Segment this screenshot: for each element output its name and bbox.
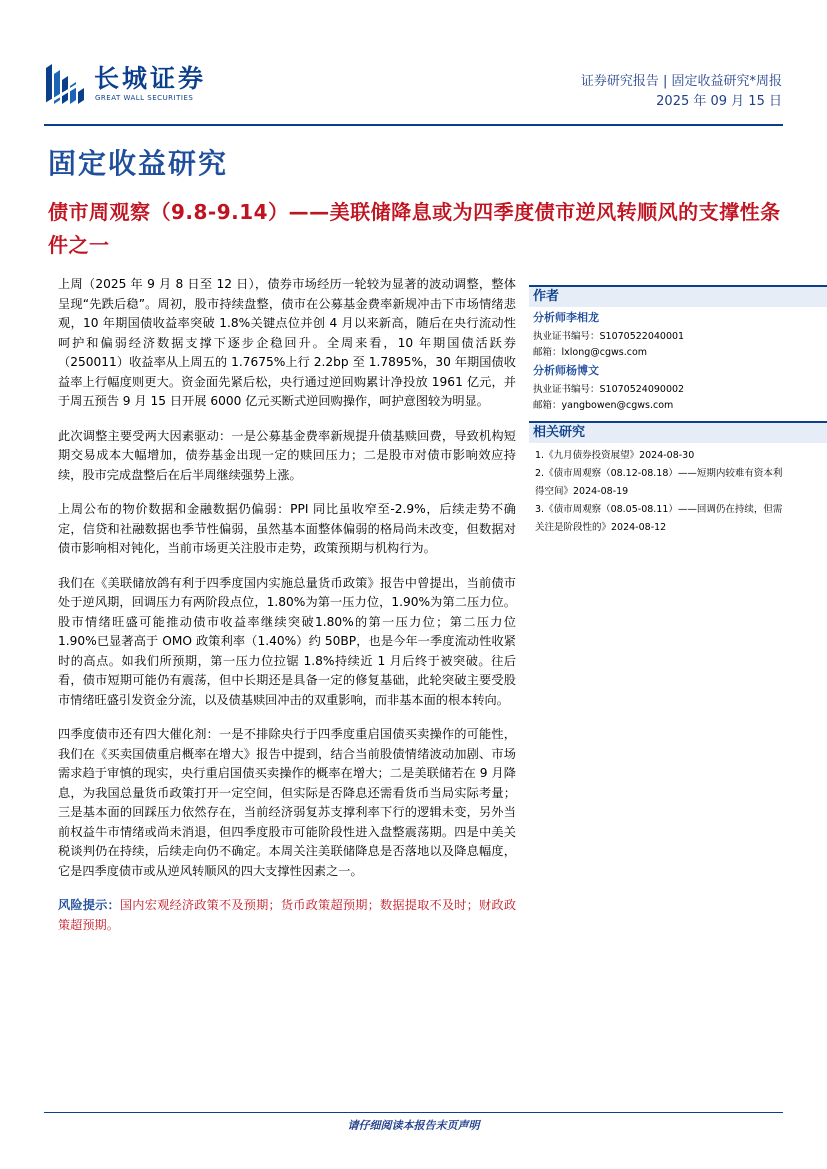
- company-logo: [44, 62, 219, 108]
- report-title: 债市周观察（9.8-9.14）——美联储降息或为四季度债市逆风转顺风的支撑性条件之一: [48, 200, 781, 257]
- body-paragraph: 四季度债市还有四大催化剂：一是不排除央行于四季度重启国债买卖操作的可能性，我们在《买卖国债重启概率在增大》报告中提到，结合当前股债情绪波动加剧、市场需求趋于审慎的现实，央行重启国债买卖操作的概率在增大；二是美联储若在 9 月降息，为我国总量货币政策打开一定空间，但实际是否降息还需看货币当局实际考量；三是基本面的回踩压力依然存在，当前经济弱复苏支撑利率下行的逻辑未变，另外当前权益牛市情绪或尚未消退，但四季度股市可能阶段性进入盘整震荡期。四是中美关税谈判仍在持续，后续走向仍不确定。本周关注美联储降息是否落地以及降息幅度，它是四季度债市或从逆风转顺风的四大支撑性因素之一。: [58, 727, 516, 878]
- related-research-list: [529, 443, 827, 543]
- related-research-item: 1.《九月债券投资展望》2024-08-30: [535, 450, 695, 461]
- body-paragraph: 上周公布的物价数据和金融数据仍偏弱：PPI 同比虽收窄至-2.9%，后续走势不确定，信贷和社融数据也季节性偏弱，虽然基本面整体偏弱的格局尚未改变，但数据对债市影响相对钝化，当前市场更关注股市走势，政策预期与机构行为。: [58, 502, 516, 555]
- section-title: 固定收益研究: [48, 147, 229, 180]
- author-license: 执业证书编号：S1070522040001: [533, 331, 685, 342]
- report-date: 2025 年 09 月 15 日: [656, 94, 782, 109]
- author-email[interactable]: 邮箱：lxlong@cgws.com: [533, 347, 648, 358]
- body-paragraph: 上周（2025 年 9 月 8 日至 12 日），债券市场经历一轮较为显著的波动调整，整体呈现“先跌后稳”。周初，股市持续盘整，债市在公募基金费率新规冲击下市场情绪悲观，10 年期国债收益率突破 1.8%关键点位并创 4 月以来新高，随后在央行流动性呵护和偏弱经济数据支撑下逐步企稳回升。全周来看，10 年期国债活跃券（250011）收益率从上周五的 1.7675%上行 2.2bp 至 1.7895%，30 年期国债收益率上行幅度则更大。资金面先紧后松，央行通过逆回购累计净投放 1961 亿元，并于周五预告 9 月 15 日开展 6000 亿元买断式逆回购操作，呵护意图较为明显。: [58, 277, 516, 408]
- risk-label: 风险提示：: [58, 898, 120, 912]
- author-name: 分析师李相龙: [533, 311, 599, 324]
- author-license: 执业证书编号：S1070524090002: [533, 384, 685, 395]
- body-paragraph: 此次调整主要受两大因素驱动：一是公募基金费率新规提升债基赎回费，导致机构短期交易成本大幅增加，债券基金出现一定的赎回压力；二是股市对债市影响效应持续，股市完成盘整后在后半周继续强势上涨。: [58, 428, 516, 482]
- logo-chinese-name: 长城证券: [94, 64, 207, 93]
- sidebar: [529, 285, 827, 543]
- logo-english-name: GREAT WALL SECURITIES: [95, 94, 194, 102]
- report-body: [58, 275, 516, 950]
- great-wall-logo-icon: [44, 62, 88, 106]
- risk-warning: [58, 896, 516, 935]
- related-research-item: 3.《债市周观察（08.05-08.11）——回调仍在持续，但需关注是阶段性的》2024-08-12: [535, 504, 783, 533]
- author-list: [529, 307, 827, 411]
- report-meta: [581, 72, 782, 112]
- body-paragraph: 我们在《美联储放鸽有利于四季度国内实施总量货币政策》报告中曾提出，当前债市处于逆风期，回调压力有两阶段点位，1.80%为第一压力位，1.90%为第二压力位。股市情绪旺盛可能推动债市收益率继续突破1.80%的第一压力位；第二压力位 1.90%已显著高于 OMO 政策利率（1.40%）约 50BP，也是今年一季度流动性收紧时的高点。如我们所预期，第一压力位拉锯 1.8%持续近 1 月后终于被突破。往后看，债市短期可能仍有震荡，但中长期还是具备一定的修复基础，此轮突破主要受股市情绪旺盛引发资金分流，以及债基赎回冲击的双重影响，而非基本面的根本转向。: [58, 575, 516, 707]
- report-category: 证券研究报告 | 固定收益研究*周报: [580, 74, 782, 89]
- related-research-heading: 相关研究: [529, 421, 827, 443]
- author-email[interactable]: 邮箱：yangbowen@cgws.com: [533, 400, 674, 411]
- header-divider: [44, 124, 783, 126]
- author-name: 分析师杨博文: [533, 364, 599, 377]
- authors-heading: 作者: [529, 285, 827, 307]
- footer-divider: [44, 1112, 783, 1113]
- risk-text: 国内宏观经济政策不及预期；货币政策超预期；数据提取不及时；财政政策超预期。: [58, 898, 517, 932]
- footer-disclaimer: 请仔细阅读本报告末页声明: [347, 1119, 480, 1132]
- related-research-item: 2.《债市周观察（08.12-08.18）——短期内较难有资本利得空间》2024-08-19: [535, 468, 783, 497]
